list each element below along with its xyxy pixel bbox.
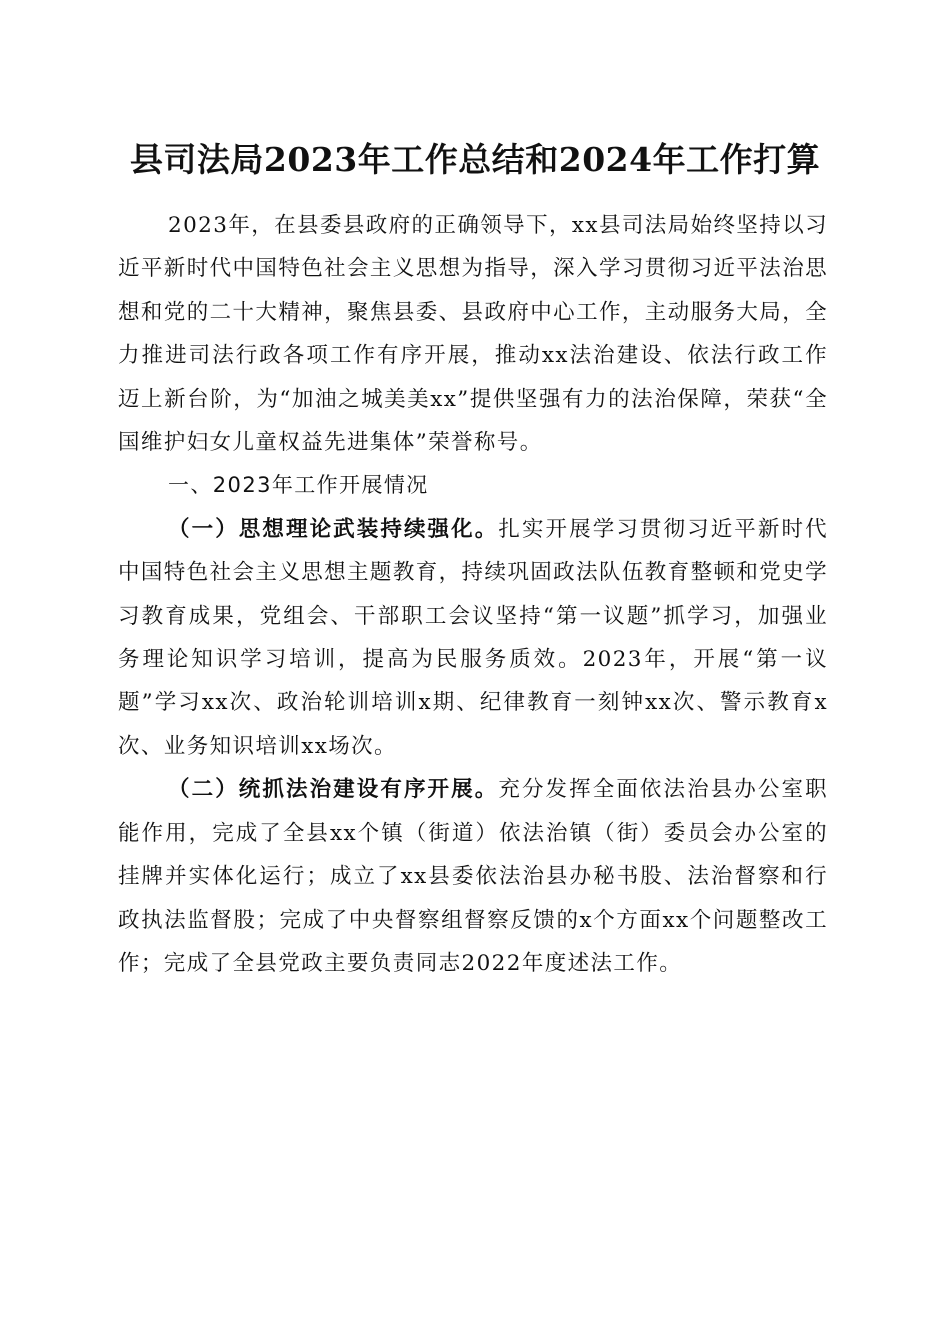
- document-body: [118, 204, 828, 985]
- section-item-paragraph: [118, 508, 828, 768]
- section-item-text: 扎实开展学习贯彻习近平新时代中国特色社会主义思想主题教育，持续巩固政法队伍教育整顿和党史学习教育成果，党组会、干部职工会议坚持“第一议题”抓学习，加强业务理论知识学习培训，提高为民服务质效。2023年，开展“第一议题”学习xx次、政治轮训培训x期、纪律教育一刻钟xx次、警示教育x次、业务知识培训xx场次。: [118, 516, 828, 759]
- intro-paragraph: 2023年，在县委县政府的正确领导下，xx县司法局始终坚持以习近平新时代中国特色社会主义思想为指导，深入学习贯彻习近平法治思想和党的二十大精神，聚焦县委、县政府中心工作，主动服务大局，全力推进司法行政各项工作有序开展，推动xx法治建设、依法行政工作迈上新台阶，为“加油之城美美xx”提供坚强有力的法治保障，荣获“全国维护妇女儿童权益先进集体”荣誉称号。: [118, 213, 828, 456]
- section-item-text: 充分发挥全面依法治县办公室职能作用，完成了全县xx个镇（街道）依法治镇（街）委员会办公室的挂牌并实体化运行；成立了xx县委依法治县办秘书股、法治督察和行政执法监督股；完成了中央督察组督察反馈的x个方面xx个问题整改工作；完成了全县党政主要负责同志2022年度述法工作。: [118, 777, 828, 976]
- document-title: 县司法局2023年工作总结和2024年工作打算: [129, 140, 821, 179]
- section-heading: 一、2023年工作开展情况: [168, 473, 429, 498]
- section-item-lead: （一）思想理论武装持续强化。: [168, 516, 499, 542]
- section-item-lead: （二）统抓法治建设有序开展。: [168, 777, 499, 803]
- section-item-paragraph: [118, 768, 828, 985]
